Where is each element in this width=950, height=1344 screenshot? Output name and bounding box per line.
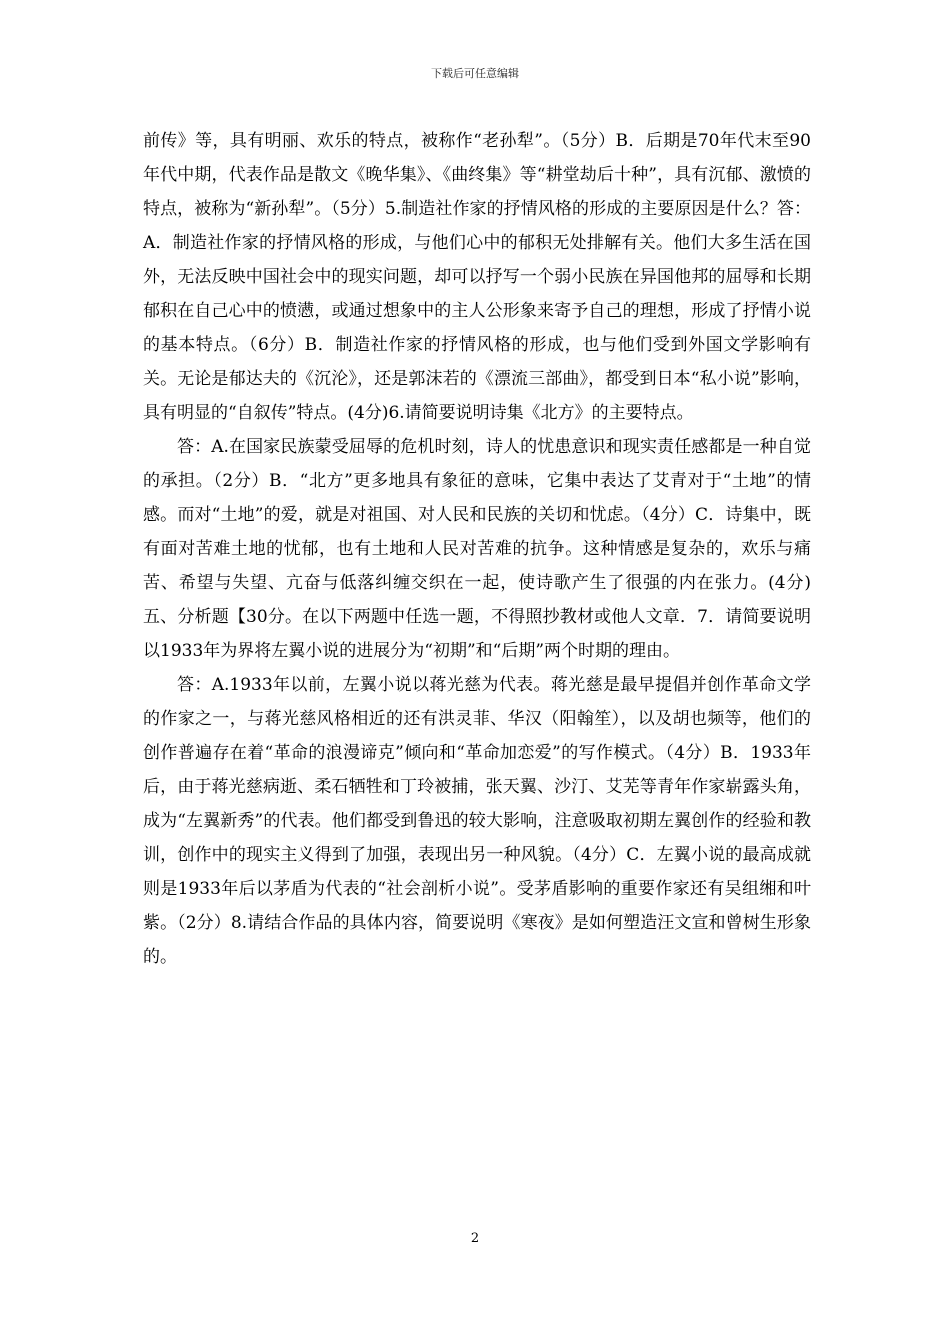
paragraph-answer-7: 答：A.1933年以前，左翼小说以蒋光慈为代表。蒋光慈是最早提倡并创作革命文学的作家之一，与蒋光慈风格相近的还有洪灵菲、华汉（阳翰笙），以及胡也频等，他们的创作普遍存在着“革命的浪漫谛克”倾向和“革命加恋爱”的写作模式。（4分）B．1933年后，由于蒋光慈病逝、柔石牺牲和丁玲被捕，张天翼、沙汀、艾芜等青年作家崭露头角，成为“左翼新秀”的代表。他们都受到鲁迅的较大影响，注意吸取初期左翼创作的经验和教训，创作中的现实主义得到了加强，表现出另一种风貌。（4分）C．左翼小说的最高成就则是1933年后以茅盾为代表的“社会剖析小说”。受茅盾影响的重要作家还有吴组缃和叶紫。（2分）8.请结合作品的具体内容，简要说明《寒夜》是如何塑造汪文宣和曾树生形象的。 [143, 675, 811, 967]
document-body [143, 124, 811, 974]
paragraph-continued: 前传》等，具有明丽、欢乐的特点，被称作“老孙犁”。（5分）B．后期是70年代末至90年代中期，代表作品是散文《晚华集》、《曲终集》等“耕堂劫后十种”，具有沉郁、激愤的特点，被称为“新孙犁”。（5分）5.制造社作家的抒情风格的形成的主要原因是什么？答：A．制造社作家的抒情风格的形成，与他们心中的郁积无处排解有关。他们大多生活在国外，无法反映中国社会中的现实问题，却可以抒写一个弱小民族在异国他邦的屈辱和长期郁积在自己心中的愤懑，或通过想象中的主人公形象来寄予自己的理想，形成了抒情小说的基本特点。（6分）B．制造社作家的抒情风格的形成，也与他们受到外国文学影响有关。无论是郁达夫的《沉沦》，还是郭沫若的《漂流三部曲》，都受到日本“私小说”影响，具有明显的“自叙传”特点。(4分)6.请简要说明诗集《北方》的主要特点。 [143, 131, 811, 423]
page-number: 2 [470, 1231, 480, 1246]
page-header: 下载后可任意编辑 [431, 67, 519, 80]
paragraph-answer-6: 答：A.在国家民族蒙受屈辱的危机时刻，诗人的忧患意识和现实责任感都是一种自觉的承担。（2分）B．“北方”更多地具有象征的意味，它集中表达了艾青对于“土地”的情感。而对“土地”的爱，就是对祖国、对人民和民族的关切和忧虑。（4分）C．诗集中，既有面对苦难土地的忧郁，也有土地和人民对苦难的抗争。这种情感是复杂的，欢乐与痛苦、希望与失望、亢奋与低落纠缠交织在一起，使诗歌产生了很强的内在张力。(4分)五、分析题【30分。在以下两题中任选一题，不得照抄教材或他人文章．7．请简要说明以1933年为界将左翼小说的进展分为“初期”和“后期”两个时期的理由。 [143, 437, 811, 661]
